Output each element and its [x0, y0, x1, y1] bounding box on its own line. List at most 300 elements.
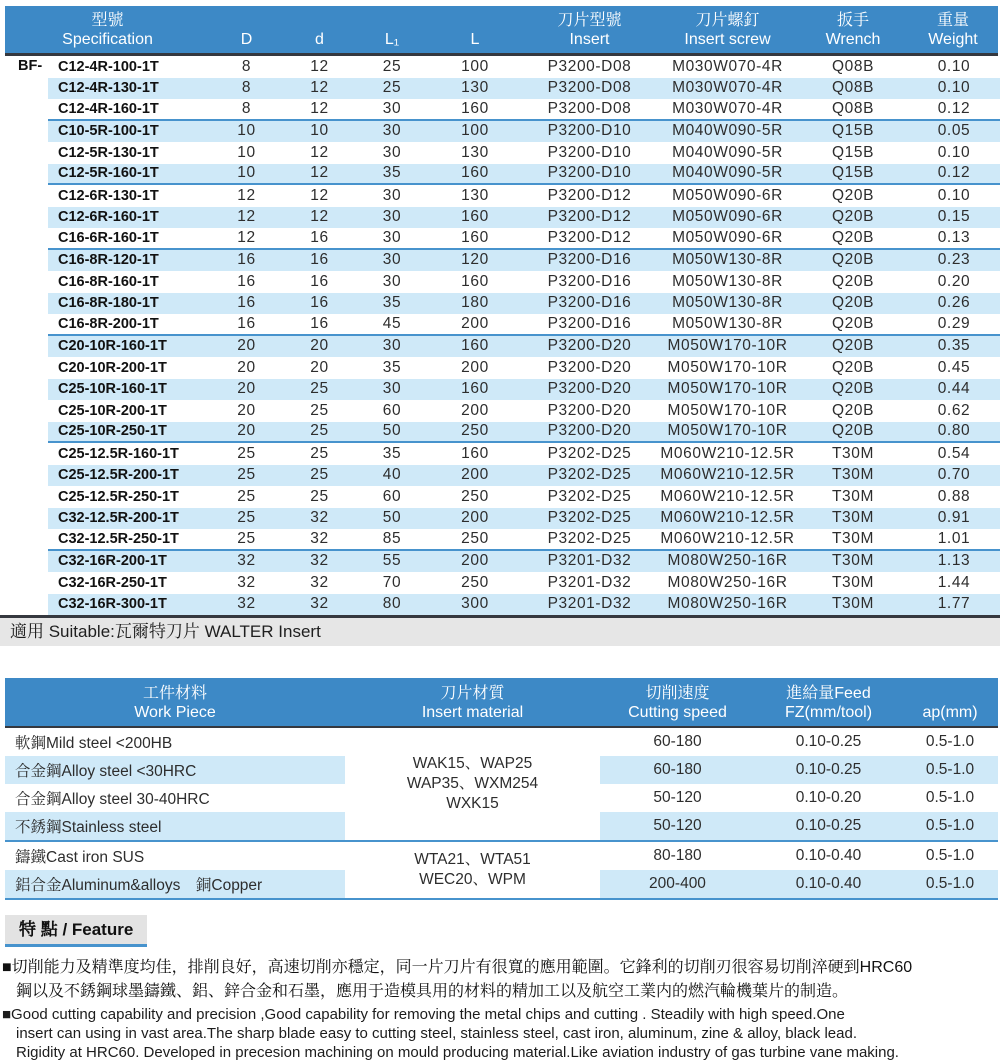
cell-weight: 0.35	[937, 337, 971, 355]
cell-spec: C25-12.5R-200-1T	[58, 467, 179, 484]
header-D: D	[240, 31, 253, 48]
spec-table-row	[48, 271, 1000, 293]
header-cutting-speed: 切削速度 Cutting speed	[628, 685, 727, 721]
spec-table-row	[48, 508, 1000, 530]
cell-screw: M050W170-10R	[667, 401, 788, 419]
header-specification-zh: 型號	[91, 12, 124, 29]
cell-feed-fz: 0.10-0.25	[755, 812, 902, 840]
cell-D: 25	[237, 487, 256, 505]
cell-L1: 40	[382, 466, 402, 484]
insert-material-line: WXK15	[446, 795, 499, 812]
cell-wrench: T30M	[831, 487, 875, 505]
cell-L1: 60	[382, 487, 402, 505]
cell-d: 32	[310, 573, 329, 591]
cell-weight: 1.01	[937, 529, 971, 547]
cell-d: 20	[310, 337, 329, 355]
spec-table-row	[48, 142, 1000, 164]
cell-D: 16	[237, 294, 256, 312]
spec-table-row	[48, 164, 1000, 186]
cell-wrench: T30M	[831, 529, 875, 547]
cell-wrench: Q15B	[831, 164, 875, 182]
cell-D: 16	[237, 272, 256, 290]
cell-weight: 0.05	[937, 122, 971, 140]
header-specification	[5, 6, 210, 53]
cell-wrench: Q20B	[831, 314, 875, 332]
cell-weight: 0.12	[937, 164, 971, 182]
cell-insert: P3201-D32	[547, 595, 632, 613]
cell-weight: 0.26	[937, 294, 971, 312]
cell-weight: 0.23	[937, 251, 971, 269]
cell-L1: 35	[382, 294, 402, 312]
cell-insert: P3201-D32	[547, 552, 632, 570]
cell-d: 25	[310, 401, 329, 419]
cell-insert: P3202-D25	[547, 509, 632, 527]
header-ap: ap(mm)	[922, 704, 978, 721]
cell-D: 12	[237, 228, 256, 246]
cell-insert: P3200-D20	[547, 337, 632, 355]
cell-wrench: Q20B	[831, 294, 875, 312]
cell-L: 200	[461, 314, 489, 332]
header-work-piece: 工件材料 Work Piece	[134, 685, 216, 721]
cell-L: 300	[461, 595, 489, 613]
cell-L1: 30	[382, 272, 402, 290]
cell-L1: 30	[382, 186, 402, 204]
cell-insert: P3202-D25	[547, 444, 632, 462]
header-insert-screw: 刀片螺釘 Insert screw	[684, 12, 771, 48]
cell-cutting-speed: 80-180	[653, 847, 702, 864]
cell-L1: 30	[382, 228, 402, 246]
cell-D: 10	[237, 122, 256, 140]
cell-screw: M050W170-10R	[667, 337, 788, 355]
cell-insert: P3200-D08	[547, 79, 632, 97]
cell-wrench: T30M	[831, 466, 875, 484]
cell-weight: 0.62	[937, 401, 971, 419]
cell-L1: 35	[382, 164, 402, 182]
cell-D: 8	[241, 57, 252, 75]
cell-L: 100	[461, 122, 489, 140]
cell-insert: P3200-D10	[547, 143, 632, 161]
cell-d: 25	[310, 466, 329, 484]
feature-line: ■Good cutting capability and precision ,Good capability for removing the metal chips and cutting . Steadily with high speed.One	[2, 1006, 845, 1023]
cell-insert: P3200-D12	[547, 228, 632, 246]
cell-insert: P3200-D10	[547, 122, 632, 140]
cell-wrench: Q08B	[831, 79, 875, 97]
cell-d: 25	[310, 444, 329, 462]
cell-L1: 45	[382, 314, 402, 332]
cell-d: 12	[310, 99, 329, 117]
cell-spec: C12-5R-130-1T	[58, 144, 159, 161]
cell-L: 160	[461, 164, 489, 182]
cell-wrench: T30M	[831, 595, 875, 613]
cell-feed-fz: 0.10-0.25	[795, 733, 862, 750]
cell-weight: 0.80	[937, 422, 971, 440]
spec-table-row	[48, 207, 1000, 229]
spec-table-row	[48, 99, 1000, 121]
cell-L1: 70	[382, 573, 402, 591]
cell-d: 16	[310, 314, 329, 332]
cell-weight: 0.54	[937, 444, 971, 462]
cell-cutting-speed: 60-180	[600, 756, 755, 784]
cell-screw: M050W170-10R	[667, 380, 788, 398]
insert-material-line: WAK15、WAP25	[412, 755, 533, 772]
cell-weight: 0.10	[937, 79, 971, 97]
cell-L: 130	[461, 79, 489, 97]
spec-table-header	[5, 6, 998, 56]
cell-D: 10	[237, 164, 256, 182]
spec-table-row	[48, 293, 1000, 315]
cell-insert: P3200-D20	[547, 401, 632, 419]
cell-L1: 50	[382, 509, 402, 527]
cell-cutting-speed: 200-400	[600, 870, 755, 898]
cell-d: 12	[310, 164, 329, 182]
cell-insert: P3200-D12	[547, 208, 632, 226]
cell-work-piece: 不銹鋼Stainless steel	[5, 812, 345, 840]
feature-line: Rigidity at HRC60. Developed in precesion machining on mould producing material.Like aviation industry of gas turbine vane making.	[16, 1044, 899, 1061]
cell-wrench: Q20B	[831, 422, 875, 440]
spec-table-row	[48, 357, 1000, 379]
spec-table-row	[48, 486, 1000, 508]
cell-wrench: Q20B	[831, 337, 875, 355]
cell-screw: M080W250-16R	[667, 573, 788, 591]
cell-L: 250	[461, 573, 489, 591]
cell-d: 16	[310, 272, 329, 290]
cell-L: 200	[461, 552, 489, 570]
cell-L1: 60	[382, 401, 402, 419]
feature-line: insert can using in vast area.The sharp blade easy to cutting steel, stainless steel, cast iron, aluminum, zine & alloy, black lead.	[16, 1025, 857, 1042]
cell-spec: C32-12.5R-200-1T	[58, 510, 179, 527]
cell-screw: M030W070-4R	[672, 79, 783, 97]
cell-spec: C32-16R-300-1T	[58, 596, 167, 613]
cell-insert: P3200-D16	[547, 251, 632, 269]
cell-spec: C12-6R-160-1T	[58, 209, 159, 226]
insert-material-line: WEC20、WPM	[419, 871, 526, 888]
cell-d: 25	[310, 380, 329, 398]
spec-table-row	[48, 572, 1000, 594]
spec-table-row	[48, 443, 1000, 465]
cell-wrench: Q20B	[831, 401, 875, 419]
spec-table-row	[48, 250, 1000, 272]
cell-insert: P3200-D12	[547, 186, 632, 204]
cell-weight: 0.45	[937, 358, 971, 376]
spec-table-row	[48, 56, 1000, 78]
cell-ap: 0.5-1.0	[925, 733, 975, 750]
cell-ap: 0.5-1.0	[902, 812, 998, 840]
cell-spec: C10-5R-100-1T	[58, 123, 159, 140]
cell-L: 250	[461, 487, 489, 505]
cell-work-piece: 軟鋼Mild steel <200HB	[15, 735, 173, 752]
cell-screw: M050W170-10R	[667, 358, 788, 376]
cell-weight: 0.91	[937, 509, 971, 527]
cell-insert: P3201-D32	[547, 573, 632, 591]
cell-D: 12	[237, 208, 256, 226]
spec-table-row	[48, 594, 1000, 616]
cell-screw: M050W130-8R	[672, 272, 783, 290]
cell-weight: 0.20	[937, 272, 971, 290]
cell-weight: 1.13	[937, 552, 971, 570]
spec-table-row	[48, 336, 1000, 358]
cell-cutting-speed: 50-120	[600, 812, 755, 840]
cell-D: 20	[237, 337, 256, 355]
spec-table-row	[48, 529, 1000, 551]
cell-insert: P3200-D20	[547, 422, 632, 440]
cell-wrench: Q20B	[831, 208, 875, 226]
cell-screw: M040W090-5R	[672, 143, 783, 161]
cell-D: 20	[237, 401, 256, 419]
cell-spec: C20-10R-200-1T	[58, 359, 167, 376]
cell-wrench: Q08B	[831, 99, 875, 117]
cell-screw: M060W210-12.5R	[660, 444, 795, 462]
spec-table-row	[48, 314, 1000, 336]
cell-weight: 0.10	[937, 143, 971, 161]
cell-screw: M050W090-6R	[672, 228, 783, 246]
cell-insert: P3200-D16	[547, 272, 632, 290]
cell-spec: C12-4R-160-1T	[58, 100, 159, 117]
cell-ap: 0.5-1.0	[925, 847, 975, 864]
cell-spec: C12-6R-130-1T	[58, 187, 159, 204]
cell-L: 160	[461, 380, 489, 398]
cell-d: 32	[310, 529, 329, 547]
suitable-note: 適用 Suitable:瓦爾特刀片 WALTER Insert	[0, 615, 1000, 646]
cell-insert: P3200-D16	[547, 294, 632, 312]
spec-table-row	[48, 465, 1000, 487]
cell-spec: C25-12.5R-160-1T	[58, 445, 179, 462]
cell-D: 16	[237, 314, 256, 332]
spec-table-body	[18, 56, 1000, 615]
header-weight: 重量 Weight	[928, 12, 978, 48]
cell-wrench: Q20B	[831, 251, 875, 269]
cell-D: 32	[237, 552, 256, 570]
cell-L: 160	[461, 337, 489, 355]
cell-L1: 30	[382, 251, 402, 269]
cell-insert: P3202-D25	[547, 529, 632, 547]
header-L1: L₁	[384, 31, 400, 48]
cell-L1: 30	[382, 380, 402, 398]
spec-table-row	[48, 185, 1000, 207]
cell-d: 32	[310, 595, 329, 613]
cell-D: 20	[237, 358, 256, 376]
cell-ap: 0.5-1.0	[902, 756, 998, 784]
insert-material-line: WTA21、WTA51	[414, 851, 531, 868]
cell-D: 25	[237, 444, 256, 462]
spec-table-row	[48, 121, 1000, 143]
cell-weight: 0.15	[937, 208, 971, 226]
cell-D: 32	[237, 595, 256, 613]
cell-ap: 0.5-1.0	[925, 789, 975, 806]
feature-heading: 特 點 / Feature	[5, 915, 147, 947]
cell-wrench: Q15B	[831, 122, 875, 140]
cell-L1: 50	[382, 422, 402, 440]
cell-work-piece: 合金鋼Alloy steel <30HRC	[5, 756, 345, 784]
material-table-body	[5, 728, 998, 900]
cell-insert: P3202-D25	[547, 466, 632, 484]
cell-d: 12	[310, 143, 329, 161]
cell-insert: P3200-D20	[547, 380, 632, 398]
feature-text-zh	[2, 956, 998, 1004]
header-L: L	[470, 31, 480, 48]
header-insert: 刀片型號 Insert	[557, 12, 622, 48]
spec-table-row	[48, 422, 1000, 444]
cell-L: 160	[461, 272, 489, 290]
cell-d: 20	[310, 358, 329, 376]
spec-table-row	[48, 400, 1000, 422]
cell-screw: M050W130-8R	[672, 251, 783, 269]
cell-D: 20	[237, 422, 256, 440]
cell-wrench: Q20B	[831, 358, 875, 376]
cell-work-piece: 鋁合金Aluminum&alloys 銅Copper	[5, 870, 345, 898]
cell-screw: M060W210-12.5R	[660, 509, 795, 527]
cell-work-piece: 合金鋼Alloy steel 30-40HRC	[15, 791, 210, 808]
cell-spec: C25-10R-250-1T	[58, 423, 167, 440]
cell-L: 160	[461, 228, 489, 246]
cell-wrench: T30M	[831, 552, 875, 570]
cell-d: 10	[310, 122, 329, 140]
cell-spec: C32-16R-250-1T	[58, 574, 167, 591]
cell-spec: C16-8R-180-1T	[58, 295, 159, 312]
cell-D: 20	[237, 380, 256, 398]
cell-weight: 0.70	[937, 466, 971, 484]
cell-L: 250	[461, 529, 489, 547]
cell-d: 25	[310, 487, 329, 505]
cell-D: 8	[241, 99, 252, 117]
series-prefix: BF-	[18, 58, 43, 74]
cell-wrench: T30M	[831, 573, 875, 591]
cell-L: 200	[461, 401, 489, 419]
cell-screw: M030W070-4R	[672, 99, 783, 117]
feature-text-en	[2, 1005, 998, 1062]
cell-L1: 35	[382, 444, 402, 462]
cell-feed-fz: 0.10-0.40	[795, 847, 862, 864]
header-feed-fz: 進給量Feed FZ(mm/tool)	[784, 685, 873, 721]
cell-d: 12	[310, 186, 329, 204]
cell-spec: C16-8R-160-1T	[58, 273, 159, 290]
cell-D: 25	[237, 509, 256, 527]
cell-weight: 0.12	[937, 99, 971, 117]
insert-material-line: WAP35、WXM254	[406, 775, 539, 792]
cell-d: 12	[310, 79, 329, 97]
cell-cutting-speed: 60-180	[653, 733, 702, 750]
cell-feed-fz: 0.10-0.25	[755, 756, 902, 784]
cell-wrench: Q20B	[831, 186, 875, 204]
cell-L: 100	[461, 57, 489, 75]
cell-wrench: Q20B	[831, 272, 875, 290]
cell-insert: P3200-D20	[547, 358, 632, 376]
cell-screw: M080W250-16R	[667, 552, 788, 570]
cell-L1: 30	[382, 208, 402, 226]
cell-D: 12	[237, 186, 256, 204]
cell-screw: M040W090-5R	[672, 164, 783, 182]
cell-D: 25	[237, 466, 256, 484]
cell-L: 180	[461, 294, 489, 312]
cell-screw: M050W090-6R	[672, 186, 783, 204]
cell-L: 200	[461, 466, 489, 484]
cell-d: 16	[310, 228, 329, 246]
insert-material-merged-cell	[345, 728, 600, 840]
cell-spec: C25-10R-160-1T	[58, 381, 167, 398]
cell-spec: C12-5R-160-1T	[58, 165, 159, 182]
cell-L1: 30	[382, 337, 402, 355]
cell-insert: P3200-D08	[547, 57, 632, 75]
cell-spec: C12-4R-130-1T	[58, 80, 159, 97]
insert-material-merged-cell	[345, 842, 600, 898]
spec-table-row	[48, 551, 1000, 573]
cell-spec: C16-6R-160-1T	[58, 229, 159, 246]
cell-L: 130	[461, 186, 489, 204]
cell-weight: 1.77	[937, 595, 971, 613]
cell-wrench: Q08B	[831, 57, 875, 75]
header-insert-material: 刀片材質 Insert material	[421, 685, 524, 721]
cell-d: 16	[310, 294, 329, 312]
spec-table-row	[48, 78, 1000, 100]
cell-wrench: T30M	[831, 509, 875, 527]
cell-insert: P3200-D10	[547, 164, 632, 182]
cell-screw: M050W130-8R	[672, 294, 783, 312]
cell-D: 8	[241, 79, 252, 97]
cell-d: 12	[310, 208, 329, 226]
cell-feed-fz: 0.10-0.20	[795, 789, 862, 806]
cell-insert: P3200-D16	[547, 314, 632, 332]
cell-screw: M060W210-12.5R	[660, 487, 795, 505]
cell-L1: 55	[382, 552, 402, 570]
cell-D: 16	[237, 251, 256, 269]
cell-weight: 0.44	[937, 380, 971, 398]
cell-L: 130	[461, 143, 489, 161]
cell-spec: C25-12.5R-250-1T	[58, 488, 179, 505]
cell-weight: 0.13	[937, 228, 971, 246]
cell-d: 32	[310, 552, 329, 570]
cell-L: 160	[461, 444, 489, 462]
cell-L: 120	[461, 251, 489, 269]
cell-screw: M060W210-12.5R	[660, 529, 795, 547]
cell-d: 32	[310, 509, 329, 527]
cell-spec: C32-16R-200-1T	[58, 553, 167, 570]
cell-screw: M080W250-16R	[667, 595, 788, 613]
cell-wrench: T30M	[831, 444, 875, 462]
cell-insert: P3200-D08	[547, 99, 632, 117]
cell-L1: 30	[382, 122, 402, 140]
spec-table-row	[48, 379, 1000, 401]
cell-L: 160	[461, 208, 489, 226]
spec-table-row	[48, 228, 1000, 250]
material-table-header	[5, 678, 998, 728]
cell-screw: M050W090-6R	[672, 208, 783, 226]
cell-wrench: Q20B	[831, 228, 875, 246]
cell-screw: M050W170-10R	[667, 422, 788, 440]
cell-spec: C16-8R-120-1T	[58, 252, 159, 269]
cell-wrench: Q15B	[831, 143, 875, 161]
cell-d: 12	[310, 57, 329, 75]
cell-weight: 0.10	[937, 186, 971, 204]
cell-insert: P3202-D25	[547, 487, 632, 505]
cell-wrench: Q20B	[831, 380, 875, 398]
cell-D: 10	[237, 143, 256, 161]
cell-ap: 0.5-1.0	[902, 870, 998, 898]
cell-L1: 80	[382, 595, 402, 613]
header-wrench: 扳手 Wrench	[825, 12, 881, 48]
cell-d: 16	[310, 251, 329, 269]
cell-spec: C16-8R-200-1T	[58, 315, 159, 332]
cell-L1: 30	[382, 143, 402, 161]
cell-spec: C32-12.5R-250-1T	[58, 530, 179, 547]
cell-D: 25	[237, 529, 256, 547]
cell-weight: 0.10	[937, 57, 971, 75]
cell-spec: C20-10R-160-1T	[58, 338, 167, 355]
cell-L: 250	[461, 422, 489, 440]
cell-screw: M040W090-5R	[672, 122, 783, 140]
cell-L1: 35	[382, 358, 402, 376]
cell-L: 200	[461, 509, 489, 527]
cell-weight: 1.44	[937, 573, 971, 591]
cell-weight: 0.29	[937, 314, 971, 332]
